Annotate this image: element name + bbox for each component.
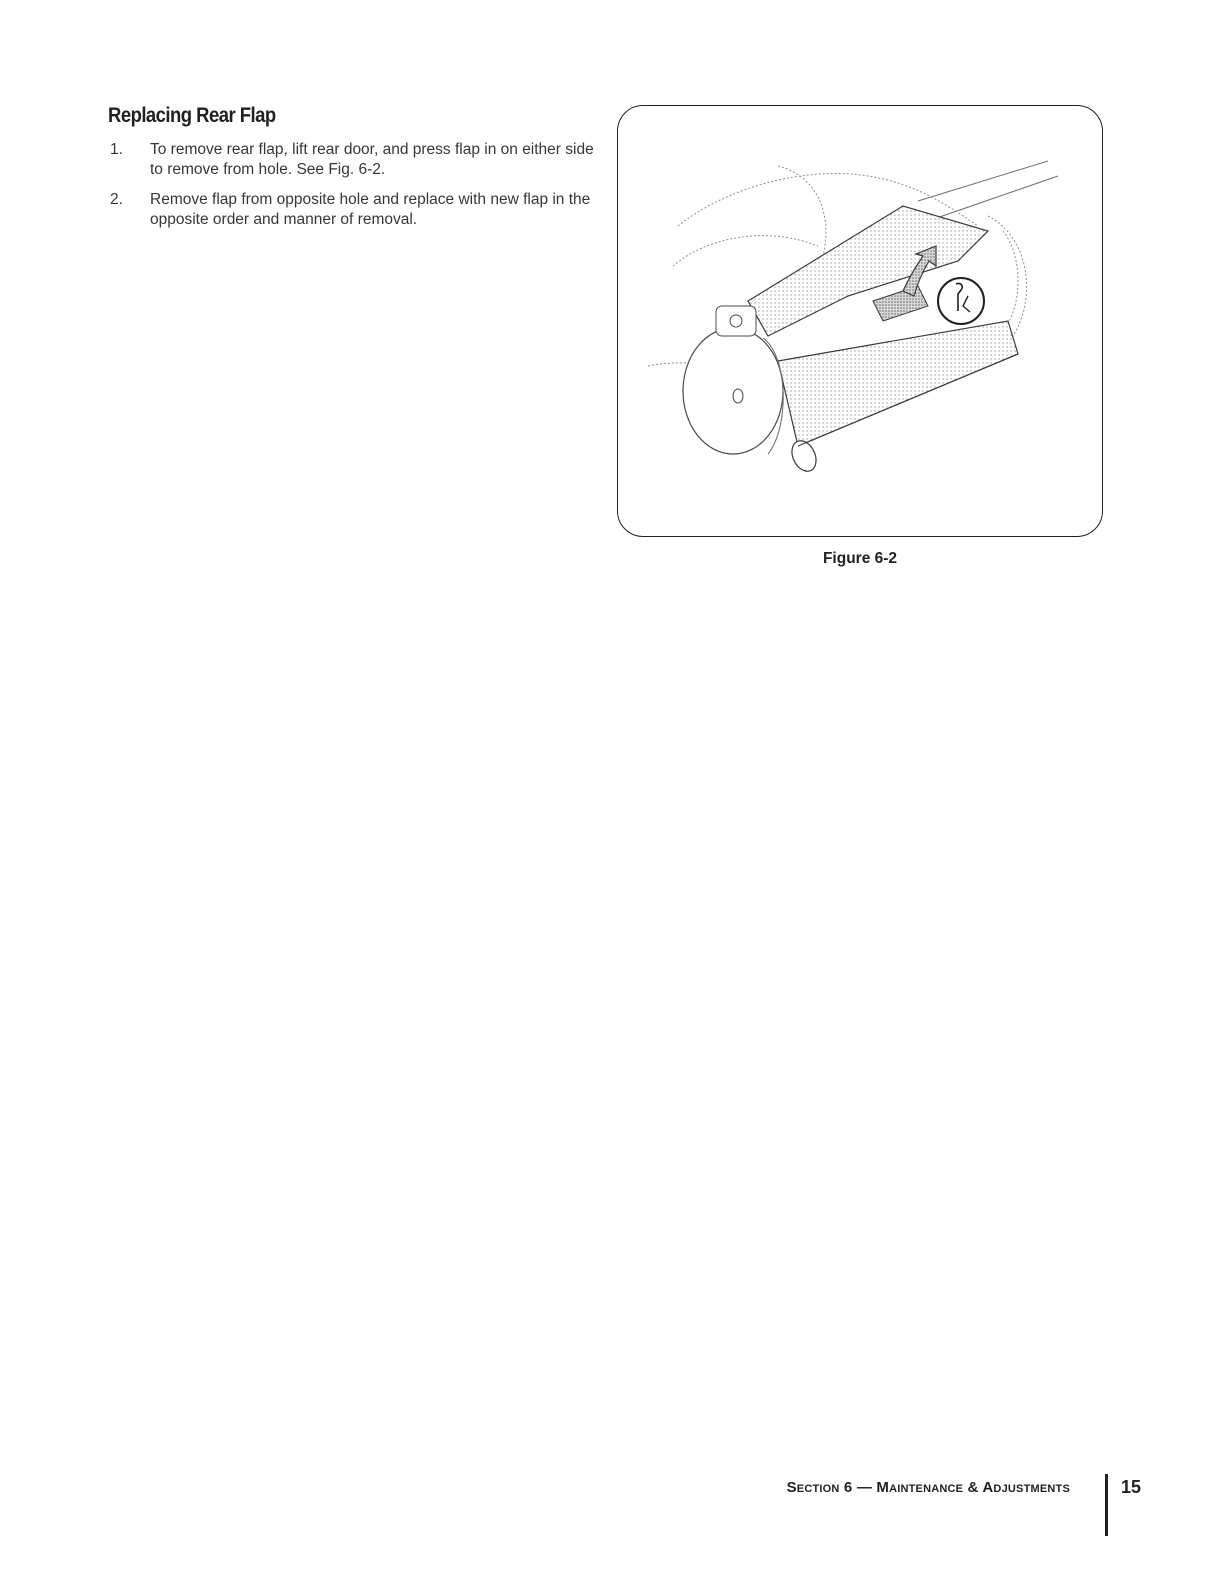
figure-frame [617,105,1103,537]
rear-wheel-right-inner [1003,231,1018,331]
step-text: Remove flap from opposite hole and replace with new flap in the opposite order and manner of removal. [150,191,591,228]
footer-section-title: Section 6 — Maintenance & Adjustments [786,1479,1070,1496]
handle-right [928,176,1058,221]
figure-caption: Figure 6-2 [822,550,898,567]
axle-bracket [716,306,756,336]
rear-wheel-left [683,328,783,454]
step-number: 2. [110,191,123,208]
flap-opening [873,286,928,321]
page-number: 15 [1121,1477,1142,1497]
deck-curve-left [673,236,818,266]
instruction-step [108,190,598,230]
wheel-well-arc [778,166,826,256]
step-number: 1. [110,141,123,158]
instruction-list [108,140,598,240]
rear-flap [778,321,1018,446]
mower-rear-flap-illustration [618,106,1103,537]
handle-left [918,161,1048,201]
section-heading: Replacing Rear Flap [108,104,276,127]
step-text: To remove rear flap, lift rear door, and press flap in on either side to remove from hole. See Fig. 6-2. [150,141,594,178]
footer-divider [1105,1474,1108,1536]
instruction-step [108,140,598,180]
flap-end-roll [787,437,820,475]
